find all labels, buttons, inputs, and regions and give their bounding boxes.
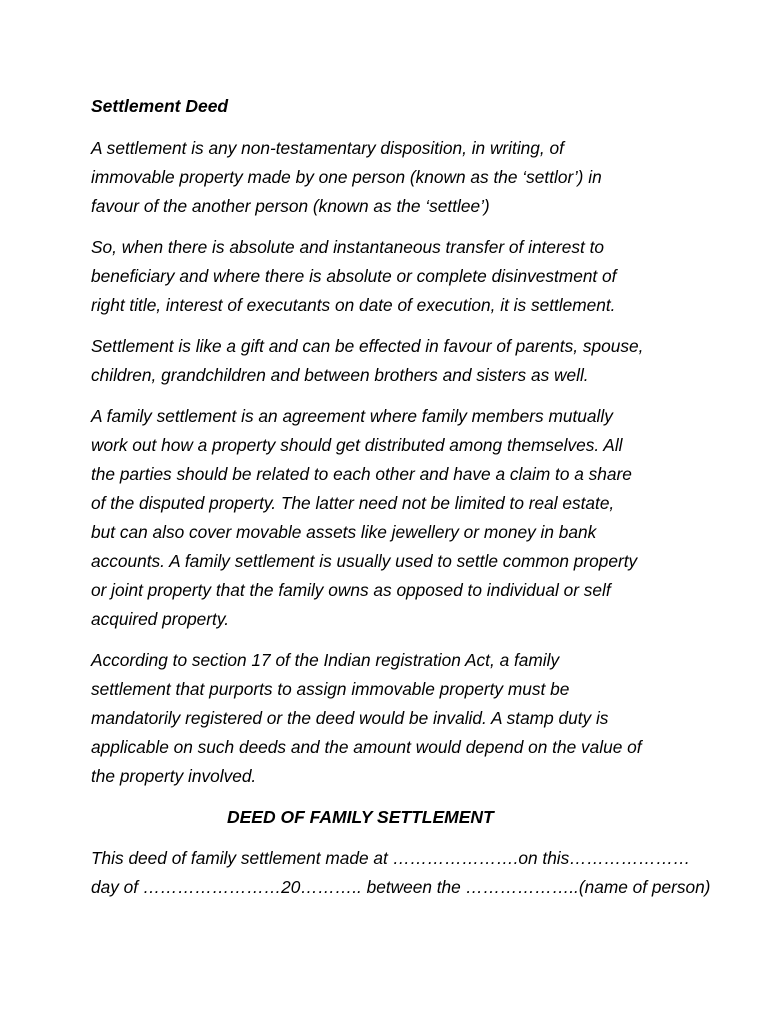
deed-heading: DEED OF FAMILY SETTLEMENT — [227, 807, 494, 827]
paragraph-deed-opening — [91, 844, 710, 902]
text-line: right title, interest of executants on date of execution, it is settlement. — [91, 295, 616, 315]
text-line: the parties should be related to each other and have a claim to a share — [91, 464, 632, 484]
text-line: Settlement is like a gift and can be effected in favour of parents, spouse, — [91, 336, 644, 356]
text-line: According to section 17 of the Indian registration Act, a family — [91, 650, 560, 670]
text-line: day of ……………………20……….. between the ………………..(name of person) — [91, 877, 711, 897]
text-line: the property involved. — [91, 766, 257, 786]
text-line: A family settlement is an agreement where family members mutually — [91, 406, 613, 426]
text-line: beneficiary and where there is absolute or complete disinvestment of — [91, 266, 617, 286]
text-line: So, when there is absolute and instantaneous transfer of interest to — [91, 237, 604, 257]
paragraph-family-settlement — [91, 402, 710, 634]
text-line: applicable on such deeds and the amount would depend on the value of — [91, 737, 642, 757]
paragraph-gift-comparison — [91, 332, 710, 390]
text-line: accounts. A family settlement is usually used to settle common property — [91, 551, 638, 571]
text-line: A settlement is any non-testamentary disposition, in writing, of — [91, 138, 564, 158]
document-title: Settlement Deed — [91, 96, 229, 116]
paragraph-absolute-transfer — [91, 233, 710, 320]
text-line: children, grandchildren and between brothers and sisters as well. — [91, 365, 589, 385]
text-line: settlement that purports to assign immovable property must be — [91, 679, 570, 699]
text-line: This deed of family settlement made at ………………….on this………………… — [91, 848, 691, 868]
text-line: favour of the another person (known as the ‘settlee’) — [91, 196, 490, 216]
text-line: immovable property made by one person (known as the ‘settlor’) in — [91, 167, 602, 187]
text-line: or joint property that the family owns as opposed to individual or self — [91, 580, 611, 600]
paragraph-settlement-definition — [91, 134, 710, 221]
text-line: mandatorily registered or the deed would be invalid. A stamp duty is — [91, 708, 609, 728]
text-line: acquired property. — [91, 609, 230, 629]
text-line: but can also cover movable assets like jewellery or money in bank — [91, 522, 597, 542]
text-line: of the disputed property. The latter need not be limited to real estate, — [91, 493, 615, 513]
text-line: work out how a property should get distributed among themselves. All — [91, 435, 623, 455]
paragraph-registration-act — [91, 646, 710, 791]
